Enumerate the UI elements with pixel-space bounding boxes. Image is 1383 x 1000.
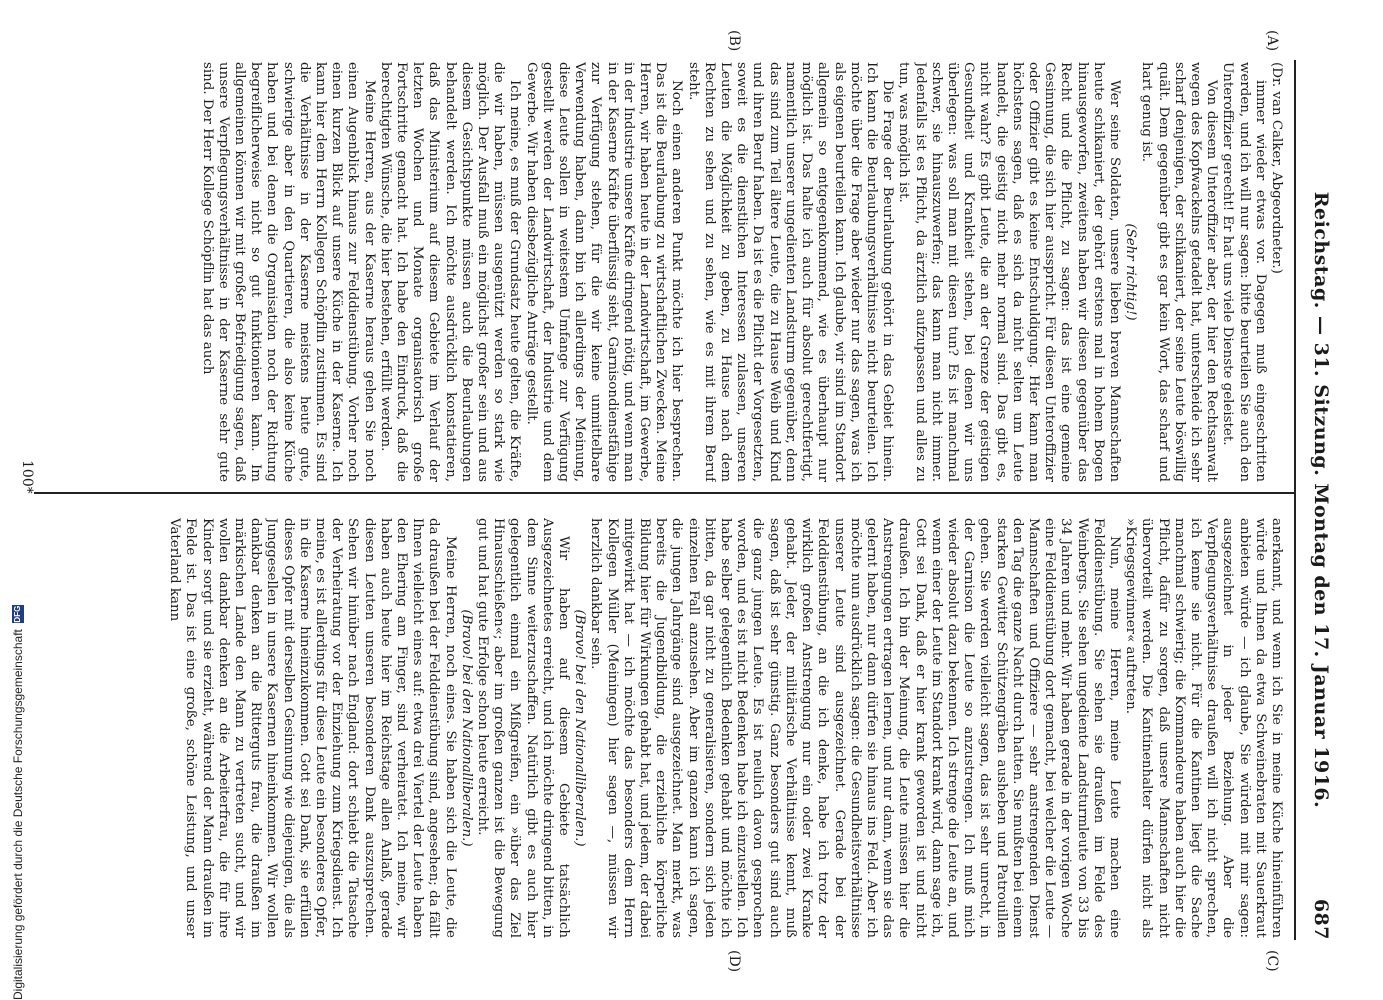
document-page (5, 20, 1340, 973)
signature-mark: 100* (19, 460, 35, 494)
left-column-paragraph: immer wieder etwas vor. Dagegen muß eingeschritten werden, und ich will nur sagen: bitte beurteilen Sie auch den Unteroffizier gerecht! Er hat uns viele Dienste geleistet. (1220, 62, 1268, 482)
right-column-paragraph: (Bravo! bei den Nationalliberalen.) (572, 609, 588, 847)
page-header (1292, 60, 1332, 940)
right-column-paragraph: Wir haben auf diesem Gebiete tatsächlich Ausgezeichnetes erreicht, und ich möchte dringend bitten, in dem Sinne weiterzuschaffen. Natürlich gibt es auch hier gelegentlich einmal ein Mißgreifen, ein »über das Ziel Hinausschießen«; aber im großen ganzen ist die Bewegung gut und hat gute Erfolge schon heute erreicht. (475, 518, 572, 938)
margin-marker-a: (A) (1264, 30, 1280, 52)
right-column-paragraph: anerkannt, und wenn ich Sie in meine Küche hineinführen würde und Ihnen da etwa Schweinebraten mit Sauerkraut anbieten würde — ich glaube, Sie würden mit mir sagen: ausgezeichnet in jeder Beziehung. Aber die Verpflegungsverhältnisse draußen will ich nicht sprechen, ich kenne sie nicht. Für die Kantinen liegt die Sache manchmal schwierig; die Kommandeure haben auch hier die Pflicht, dafür zu sorgen, daß unsere Mannschaften nicht übervorteilt werden. Die Kantinenhalter dürfen nicht als »Kriegsgewinner« auftreten. (1123, 518, 1284, 938)
digitization-credit (8, 0, 28, 1000)
left-column (44, 62, 1284, 482)
right-column-paragraph: (Bravo! bei den Nationalliberalen.) (458, 609, 474, 847)
left-column-paragraph: Meine Herren, aus der Kaserne heraus gehen Sie noch einen Augenblick hinaus zur Felddienstübung. Vorher noch einen kurzen Blick auf unsere Küche in der Kaserne. Ich kann hier dem Herrn Kollegen Schöpflin zustimmen. Es sind die Verhältnisse in der Kaserne meistens heute gute, schwierige aber in den Quartieren, die also keine Küche haben und bei denen die Organisation noch der Richtung begreiflicherweise nicht so gut funktionieren kann. Im allgemeinen können wir mit großer Befriedigung sagen, daß unsere Verpflegungsverhältnisse in der Kaserne sehr gute sind. Der Herr Kollege Schöpflin hat das auch (199, 62, 377, 482)
left-column-paragraph: Die Frage der Beurlaubung gehört in das Gebiet hinein. Ich kann die Beurlaubungsverhältnisse nicht beurteilen. Ich möchte über die Frage aber wieder nur das sagen, was ich als eigenen beurteilen kann. Ich glaube, wir sind im Standort allgemein so entgegenkommend, wie es überhaupt nur möglich ist. Das halte ich auch für absolut gerechtfertigt, namentlich unserer ungedienten Landsturm gegenüber, denn das sind zum Teil ältere Leute, die zu Hause Weib und Kind und ihren Beruf haben. Da ist es die Pflicht der Vorgesetzten, soweit es die dienstlichen Interessen zulassen, unseren Leuten die Möglichkeit zu geben, zu Hause nach dem Rechten zu sehen und zu sehen, wie es mit ihrem Beruf steht. (685, 62, 896, 482)
left-column-paragraph: Noch einen anderen Punkt möchte ich hier besprechen. Das ist die Beurlaubung zu wirtschaftlichen Zwecken. Meine Herren, wir haben heute in der Landwirtschaft, im Gewerbe, in der Industrie unsere Kräfte dringend nötig, und wenn man in der Kaserne Kräfte überflüssig sieht, Garnisondienstfähige zur Verfügung stehen, für die wir keine unmittelbare Verwendung haben, dann bin ich allerdings der Meinung, diese Leute sollen in weitestem Umfange zur Verfügung gestellt werden der Landwirtschaft, der Industrie und dem Gewerbe. Wir haben diesbezügliche Anträge gestellt. (523, 62, 685, 482)
left-column-paragraph: Wer seine Soldaten, unsere lieben braven Mannschaften heute schikaniert, der gehört erstens mal in hohem Bogen hinausgeworfen, zweitens haben wir diesen gegenüber das Recht und die Pflicht, zu sagen: das ist eine gemeine Gesinnung, die sich hier ausspricht. Für diesen Unteroffizier oder Offizier gibt es keine Entschuldigung. Hier kann man höchstens sagen, daß es sich da nicht selten um Leute handelt, die geistig nicht mehr normal sind. Das gibt es, nicht wahr? Es gibt Leute, die an der Grenze der geistigen Gesundheit und Krankheit stehen, bei denen wir uns überlegen: was soll man mit diesen tun? Es ist manchmal schwer, sie hinauszuwerfen; das kann man nicht immer. Jedenfalls ist es Pflicht, da ärztlich aufzupassen und alles zu tun, was möglich ist. (896, 62, 1122, 482)
column-divider (34, 492, 1294, 494)
right-column (44, 518, 1284, 938)
left-column-paragraph: Ich meine, es muß der Grundsatz heute gelten, die Kräfte, die wir haben, müssen ausgenützt werden so stark wie möglich. Der Ausfall muß ein möglichst großer sein und aus diesem Gesichtspunkte müssen auch die Beurlaubungen behandelt werden. Ich möchte ausdrücklich konstatieren, daß das Ministerium auf diesem Gebiete im Verlauf der letzten Wochen und Monate organisatorisch große Fortschritte gemacht hat. Ich habe den Eindruck, daß die berechtigten Wünsche, die hier bestehen, erfüllt werden. (377, 62, 523, 482)
dfg-logo-icon: DFG (13, 605, 22, 623)
margin-marker-c: (C) (1264, 950, 1280, 972)
header-title: Reichstag. — 31. Sitzung. Montag den 17. Januar 1916. (1310, 191, 1332, 809)
left-column-paragraph: Von diesem Unteroffizier aber, der hier den Rechtsanwalt wegen des Kopfwackelns getadelt hat, unterscheide ich sehr scharf denjenigen, der schikaniert, der seine Leute böswillig quält. Dem gegenüber gibt es gar kein Wort, das scharf und hart genug ist. (1139, 62, 1220, 482)
left-column-paragraph: (Sehr richtig!) (1123, 223, 1139, 321)
right-column-paragraph: Meine Herren, noch eines. Sie haben sich die Leute, die da draußen bei der Felddienstübung sind, angesehen; da fällt Ihnen vielleicht eines auf: etwa drei Viertel der Leute haben den Ehering am Finger, sind verheiratet. Ich meine, wir haben auch heute hier im Reichstage allen Anlaß, gerade diesen Leuten unseren besonderen Dank auszusprechen. Sehen wir hinüber nach England: dort schiebt die Tatsache der Verheiratung vor der Einziehung zum Kriegsdienst. Ich meine, es ist allerdings für diese Leute ein besonderes Opfer, in die Kaserne hineinzukommen. Gott sei Dank, sie erfüllen dieses Opfer mit derselben Gesinnung wie diejenigen, die als Junggesellen in unsere Kasernen hineinkommen. Wir wollen dankbar denken an die Ritterguts frau, die draußen im märkischen Lande den Mann zu vertreten sucht, und wir wollen dankbar denken an die Arbeiterfrau, die für ihre Kinder sorgt und sie erzieht, während der Mann draußen im Felde ist. Das ist eine große, schöne Leistung, und unser Vaterland kann (167, 518, 458, 938)
margin-marker-b: (B) (726, 30, 742, 52)
right-column-paragraph: Nun, meine Herren, meine Leute machen eine Felddienstübung. Sie sehen sie draußen im Felde des Weinbergs. Sie sehen ungediente Landsturmleute von 33 bis 34 Jahren und mehr. Wir haben gerade in der vorigen Woche eine Felddienstübung dort gemacht, bei welcher die Leute — Mannschaften und Offiziere — sehr anstrengenden Dienst den Tag die ganze Nacht durch hatten. Sie mußten bei einem starken Gewitter Schützengräben ausheben und Patrouillen gehen. Sie werden vielleicht sagen, das ist sehr unrecht, in der Garnison die Leute so anzustrengen. Ich muß mich wieder absolut dazu bekennen. Ich strenge die Leute an, und wenn einer der Leute im Standort krank wird, dann sage ich, Gott sei Dank, daß er hier krank geworden ist und nicht draußen. Ich bin der Meinung, die Leute müssen hier die Anstrengungen ertragen lernen, und nur dann, wenn sie das gelernt haben, nur dann dürfen sie hinaus ins Feld. Aber ich möchte nun ausdrücklich sagen: die Gesundheitsverhältnisse unserer Leute sind ausgezeichnet. Gerade bei der Felddienstübung, an die ich denke, habe ich trotz der wirklich großen Anstrengung nur ein oder zwei Kranke gehabt. Jeder, der militärische Verhältnisse kennt, muß sagen, daß ist sehr günstig. Ganz besonders gut sind auch die ganz jungen Leute. Es ist neulich davon gesprochen worden, und es ist nicht Bedenken habe ich einzustellen. Ich habe selber gelegentlich Bedenken gehabt und möchte ich bitten, da gar nicht zu generalisieren, sondern sich jeden einzelnen Fall anzusehen. Aber im ganzen kann ich sagen, die jungen Jahrgänge sind ausgezeichnet. Man merkt, was bereits die Jugendbildung, die erziehliche körperliche Bildung hier für Wirkungen gehabt hat, und jedem, der dabei mitgewirkt hat — ich möchte das besonders dem Herrn Kollegen Müller (Meiningen) hier sagen —, müssen wir herzlich dankbar sein. (588, 518, 1122, 938)
header-rule (1294, 60, 1296, 940)
page-number: 687 (1310, 898, 1332, 940)
left-column-paragraph: (Dr. van Calker, Abgeordneter.) (1269, 62, 1284, 274)
margin-marker-d: (D) (726, 950, 742, 973)
credit-text: Digitalisierung gefördert durch die Deutsche Forschungsgemeinschaft (11, 629, 25, 1000)
